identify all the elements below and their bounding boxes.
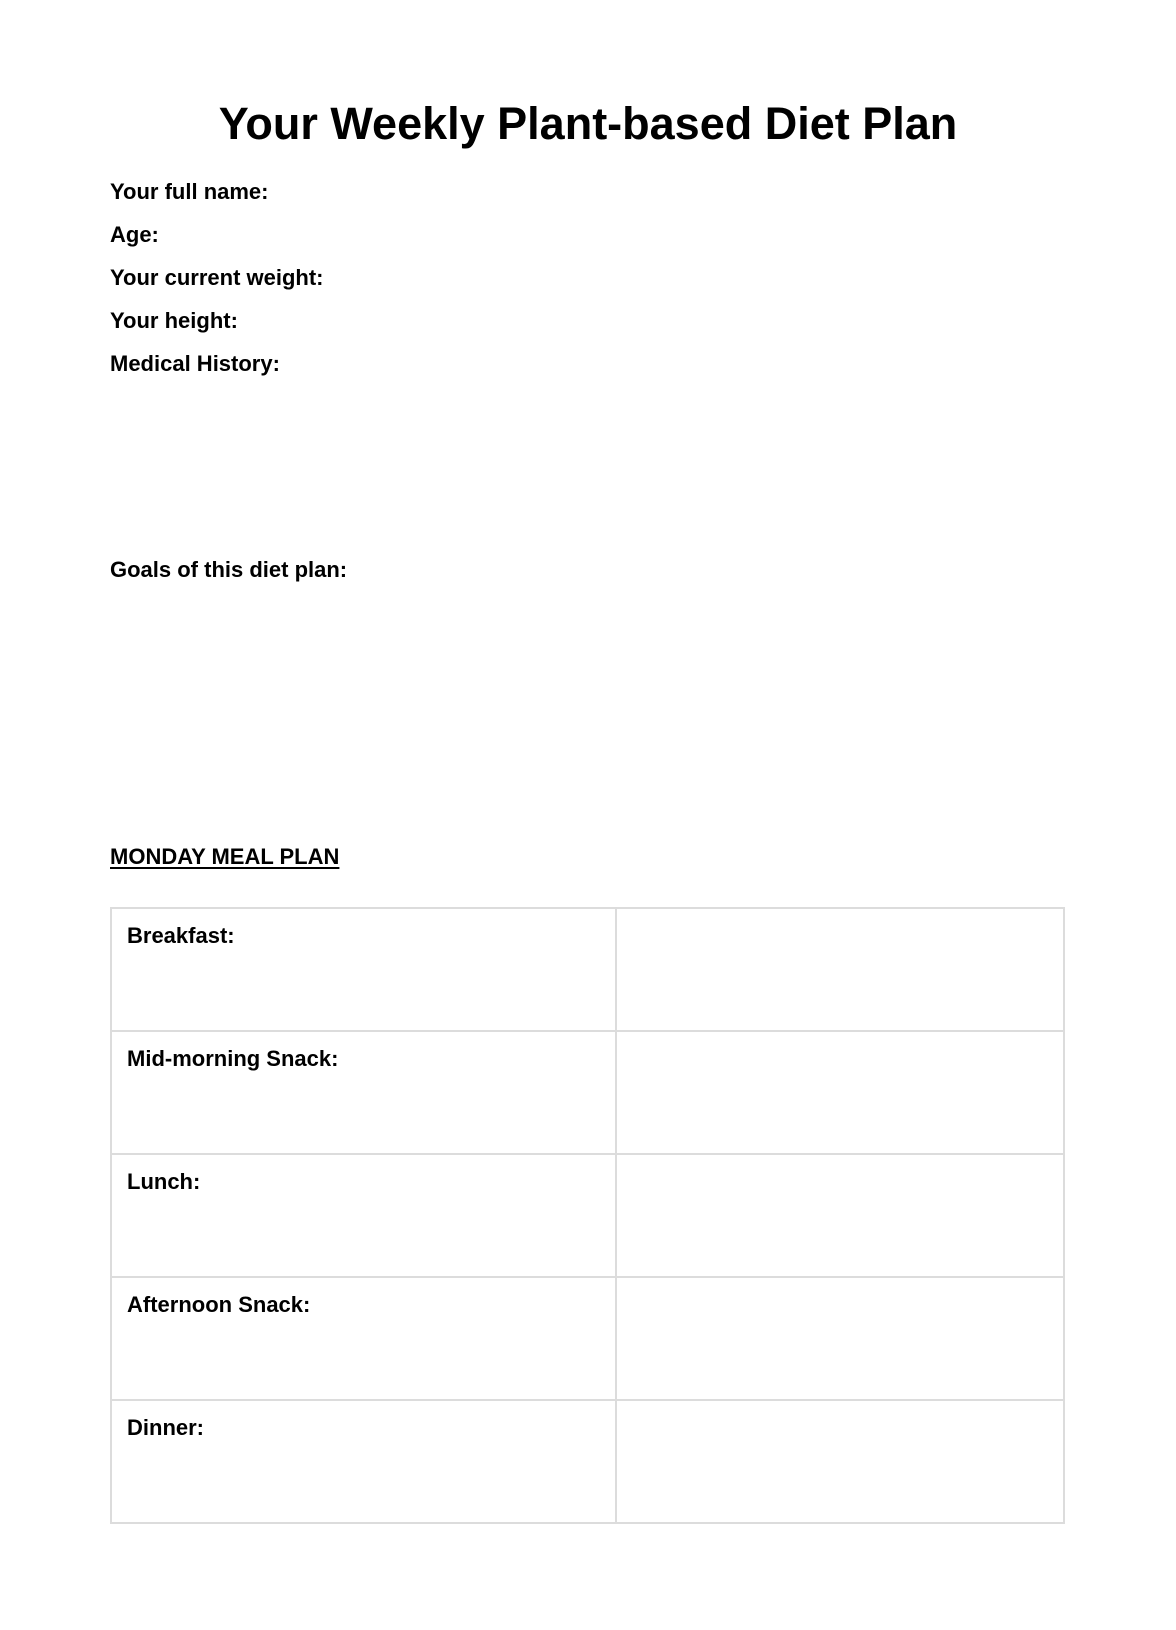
mid-morning-snack-label: Mid-morning Snack: — [127, 1046, 339, 1071]
table-row — [111, 1031, 1064, 1154]
afternoon-snack-label: Afternoon Snack: — [127, 1292, 311, 1317]
full-name-label: Your full name: — [110, 179, 269, 204]
breakfast-entry-cell[interactable] — [616, 908, 1064, 1031]
lunch-label: Lunch: — [127, 1169, 201, 1194]
table-row — [111, 1154, 1064, 1277]
age-label: Age: — [110, 222, 159, 247]
monday-meal-plan-heading: MONDAY MEAL PLAN — [110, 844, 340, 869]
breakfast-label: Breakfast: — [127, 923, 235, 948]
meal-label-cell — [111, 1400, 616, 1523]
meal-label-cell — [111, 1154, 616, 1277]
dinner-label: Dinner: — [127, 1415, 204, 1440]
current-weight-label: Your current weight: — [110, 265, 324, 290]
medical-history-label: Medical History: — [110, 351, 280, 376]
document-title: Your Weekly Plant-based Diet Plan — [218, 98, 958, 149]
lunch-entry-cell[interactable] — [616, 1154, 1064, 1277]
table-row — [111, 1277, 1064, 1400]
table-row — [111, 908, 1064, 1031]
meal-label-cell — [111, 1277, 616, 1400]
height-label: Your height: — [110, 308, 238, 333]
dinner-entry-cell[interactable] — [616, 1400, 1064, 1523]
table-row — [111, 1400, 1064, 1523]
afternoon-snack-entry-cell[interactable] — [616, 1277, 1064, 1400]
goals-label: Goals of this diet plan: — [110, 557, 348, 582]
mid-morning-snack-entry-cell[interactable] — [616, 1031, 1064, 1154]
meal-label-cell — [111, 908, 616, 1031]
meal-plan-table — [110, 907, 1065, 1524]
meal-label-cell — [111, 1031, 616, 1154]
